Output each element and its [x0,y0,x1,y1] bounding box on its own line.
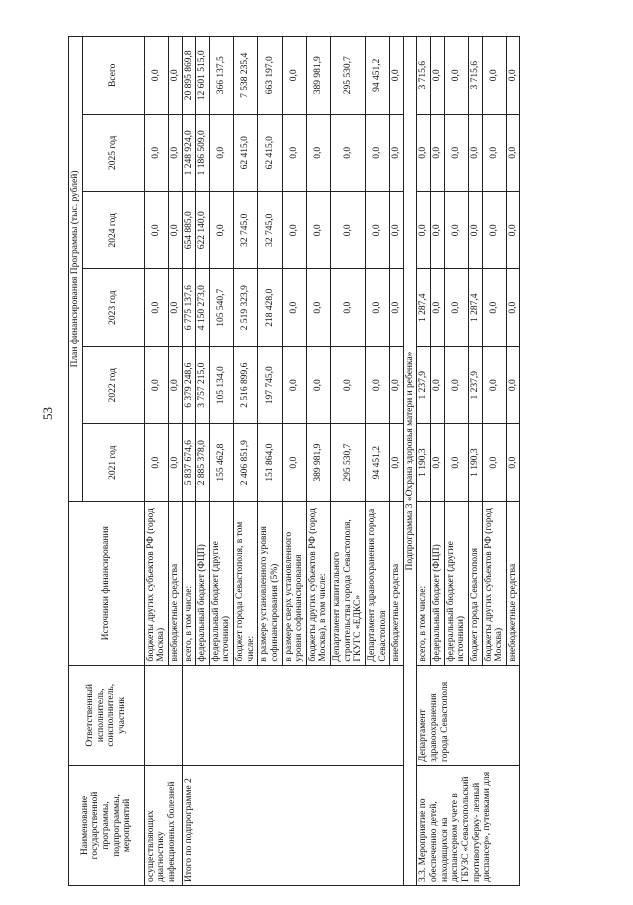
value-cell: 389 981,9 [306,37,330,115]
table-row [144,37,168,886]
value-cell: 151 864,0 [258,424,282,501]
header-year: 2022 год [82,346,144,423]
value-cell: 94 451,2 [365,37,389,115]
value-cell: 295 530,7 [331,424,366,501]
value-cell: 0,0 [168,269,182,346]
value-cell: 0,0 [168,346,182,423]
value-cell: 0,0 [168,37,182,115]
value-cell: 622 140,0 [196,192,210,269]
item-name: 3.3. Мероприятие по обеспечению детей, находящихся на диспансерном учете в ГБУЗС «Севастопольский противотуберку- лезный диспансер», путевками для [417,765,520,885]
value-cell: 654 885,0 [182,192,196,269]
source-cell: внебюджетные средства [390,501,404,665]
value-cell: 0,0 [444,269,468,346]
value-cell: 1 190,3 [417,424,431,501]
value-cell: 0,0 [331,114,366,191]
value-cell: 0,0 [365,269,389,346]
value-cell: 0,0 [144,424,168,501]
value-cell: 0,0 [282,346,306,423]
value-cell: 0,0 [144,114,168,191]
value-cell: 0,0 [390,424,404,501]
value-cell: 0,0 [168,192,182,269]
header-plan-group: План финансирования Программы (тыс. рублей) [69,37,83,502]
value-cell: 5 837 674,6 [182,424,196,501]
value-cell: 0,0 [282,424,306,501]
value-cell: 105 134,0 [209,346,233,423]
header-year: 2021 год [82,424,144,501]
value-cell: 389 981,9 [306,424,330,501]
value-cell: 0,0 [506,346,520,423]
value-cell: 0,0 [431,424,445,501]
value-cell: 0,0 [444,114,468,191]
value-cell: 0,0 [482,192,506,269]
source-cell: федеральный бюджет (другие источники) [209,501,233,665]
rotated-table-wrapper [68,36,631,886]
value-cell: 0,0 [482,114,506,191]
value-cell: 6 379 248,6 [182,346,196,423]
source-cell: бюджет города Севастополя [468,501,482,665]
value-cell: 32 745,0 [234,192,258,269]
source-cell: бюджеты других субъектов РФ (город Москва), в том числе: [306,501,330,665]
source-cell: в размере сверх установленного уровня софинансирования [282,501,306,665]
value-cell: 0,0 [431,346,445,423]
value-cell: 0,0 [506,192,520,269]
value-cell: 1 287,4 [468,269,482,346]
value-cell: 0,0 [306,114,330,191]
value-cell: 0,0 [482,37,506,115]
value-cell: 0,0 [506,114,520,191]
value-cell: 663 197,0 [258,37,282,115]
value-cell: 0,0 [306,269,330,346]
value-cell: 155 462,8 [209,424,233,501]
value-cell: 0,0 [482,424,506,501]
value-cell: 4 150 273,0 [196,269,210,346]
value-cell: 94 451,2 [365,424,389,501]
value-cell: 2 406 851,9 [234,424,258,501]
value-cell: 6 775 137,6 [182,269,196,346]
source-cell: федеральный бюджет (ФЦП) [196,501,210,665]
header-sources: Источники финансирования [69,501,145,665]
value-cell: 1 237,9 [468,346,482,423]
value-cell: 0,0 [468,114,482,191]
source-cell: всего, в том числе: [417,501,431,665]
value-cell: 0,0 [482,269,506,346]
value-cell: 0,0 [306,192,330,269]
value-cell: 2 885 378,0 [196,424,210,501]
table-row [182,37,196,886]
value-cell: 0,0 [390,346,404,423]
header-year: 2023 год [82,269,144,346]
value-cell: 0,0 [444,192,468,269]
value-cell: 0,0 [431,114,445,191]
value-cell: 366 137,5 [209,37,233,115]
value-cell: 1 248 924,0 [182,114,196,191]
value-cell: 0,0 [417,114,431,191]
value-cell: 2 519 323,9 [234,269,258,346]
subprogram-title: Подпрограмма 3 «Охрана здоровья матери и ребенка» [403,37,417,886]
value-cell: 0,0 [431,37,445,115]
table-row [403,37,417,886]
value-cell: 0,0 [144,269,168,346]
value-cell: 0,0 [482,346,506,423]
source-cell: бюджеты других субъектов РФ (город Москва) [482,501,506,665]
value-cell: 12 601 515,0 [196,37,210,115]
value-cell: 0,0 [365,192,389,269]
value-cell: 20 895 869,8 [182,37,196,115]
value-cell: 0,0 [331,346,366,423]
value-cell: 0,0 [168,114,182,191]
value-cell: 0,0 [144,37,168,115]
value-cell: 0,0 [417,192,431,269]
value-cell: 0,0 [506,424,520,501]
value-cell: 2 516 899,6 [234,346,258,423]
value-cell: 0,0 [282,269,306,346]
value-cell: 1 186 509,0 [196,114,210,191]
value-cell: 0,0 [365,114,389,191]
source-cell: в размере установленного уровня софинансирования (5%) [258,501,282,665]
value-cell: 1 237,9 [417,346,431,423]
value-cell: 0,0 [431,269,445,346]
value-cell: 32 745,0 [258,192,282,269]
value-cell: 0,0 [390,192,404,269]
value-cell: 0,0 [506,269,520,346]
value-cell: 0,0 [331,192,366,269]
value-cell: 0,0 [444,346,468,423]
value-cell: 0,0 [468,192,482,269]
value-cell: 1 190,3 [468,424,482,501]
financing-table [68,36,520,886]
value-cell: 0,0 [365,346,389,423]
value-cell: 197 745,0 [258,346,282,423]
header-executor: Ответственный исполнитель, соисполнитель, участник [69,665,145,765]
source-cell: всего, в том числе: [182,501,196,665]
value-cell: 7 538 235,4 [234,37,258,115]
executor-cell: Департамент здравоохранения города Севастополя [417,665,520,765]
value-cell: 0,0 [282,37,306,115]
value-cell: 0,0 [444,37,468,115]
value-cell: 3 715,6 [417,37,431,115]
value-cell: 0,0 [282,114,306,191]
header-total: Всего [82,37,144,115]
value-cell: 0,0 [431,192,445,269]
value-cell: 3 715,6 [468,37,482,115]
source-cell: бюджеты других субъектов РФ (город Москва) [144,501,168,665]
value-cell: 0,0 [444,424,468,501]
value-cell: 62 415,0 [258,114,282,191]
executor-cell-empty [182,665,403,765]
header-program-name: Наименование государственной программы, подпрограммы, мероприятий [69,765,145,885]
source-cell: бюджет города Севастополя, в том числе: [234,501,258,665]
source-cell: Департамент здравоохранения города Севастополя [365,501,389,665]
value-cell: 0,0 [209,114,233,191]
total-name: Итого по подпрограмме 2 [182,765,403,885]
value-cell: 0,0 [331,269,366,346]
value-cell: 0,0 [282,192,306,269]
value-cell: 218 428,0 [258,269,282,346]
executor-cell-empty [144,665,182,765]
value-cell: 0,0 [144,346,168,423]
source-cell: внебюджетные средства [168,501,182,665]
value-cell: 295 530,7 [331,37,366,115]
value-cell: 3 757 215,0 [196,346,210,423]
value-cell: 1 287,4 [417,269,431,346]
source-cell: Департамент капитального строительства города Севастополя, ГКУГС «ЕДКС» [331,501,366,665]
item-name-continued: осуществляющих диагностику инфекционных болезней [144,765,182,885]
table-row [417,37,431,886]
header-year: 2025 год [82,114,144,191]
value-cell: 0,0 [390,114,404,191]
page-number: 53 [40,407,55,420]
header-year: 2024 год [82,192,144,269]
source-cell: федеральный бюджет (ФЦП) [431,501,445,665]
value-cell: 0,0 [209,192,233,269]
value-cell: 62 415,0 [234,114,258,191]
source-cell: федеральный бюджет (другие источники) [444,501,468,665]
value-cell: 0,0 [306,346,330,423]
value-cell: 0,0 [390,269,404,346]
value-cell: 0,0 [168,424,182,501]
value-cell: 0,0 [506,37,520,115]
value-cell: 0,0 [390,37,404,115]
value-cell: 105 540,7 [209,269,233,346]
value-cell: 0,0 [144,192,168,269]
source-cell: внебюджетные средства [506,501,520,665]
